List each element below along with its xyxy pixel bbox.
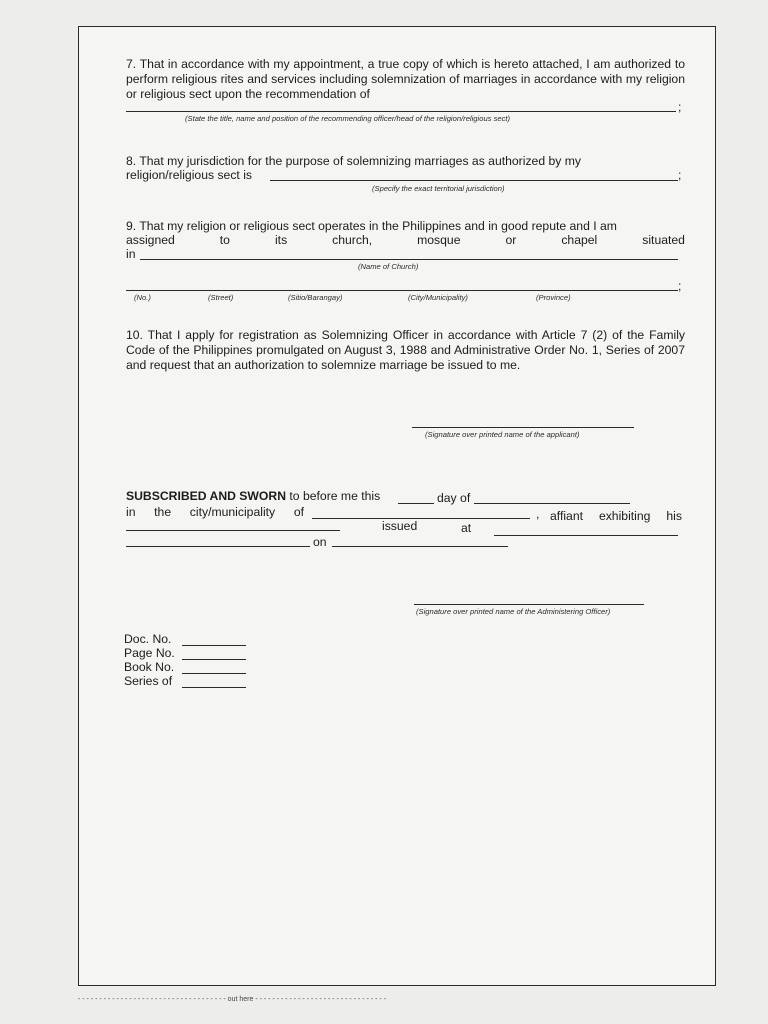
word: to [219,233,230,247]
item-8-end-mark: ; [678,168,682,182]
address-caption-barangay: (Sitio/Barangay) [288,293,343,302]
word: city/municipality [189,505,276,519]
word: its [274,233,288,247]
cut-here-label: out here [227,996,254,1003]
day-of-label: day of [437,491,471,505]
book-no-label: Book No. [124,660,175,674]
on-label: on [313,535,327,549]
item-10-text: 10. That I apply for registration as Solemnizing Officer in accordance with Article 7 (2) of the Family Code of the Philippines promulgated on August 3, 1988 and Administrative Order No. 1, Series of 2007 and request that an authorization to solemnize marriage be issued to me. [126,328,685,372]
doc-no-line[interactable] [182,645,246,646]
at-label: at [461,521,472,535]
word: or [505,233,517,247]
on-date-prefix-line[interactable] [126,546,310,547]
jurat-bold-lead: SUBSCRIBED AND SWORN [126,489,287,503]
word: of [293,505,304,519]
jurisdiction-caption: (Specify the exact territorial jurisdiction) [372,184,505,193]
item-8-line-1: 8. That my jurisdiction for the purpose of solemnizing marriages as authorized by my [126,154,581,168]
item-9-line-2 [126,233,685,247]
doc-no-label: Doc. No. [124,632,172,646]
word: chapel [561,233,598,247]
admin-signature-caption: (Signature over printed name of the Administering Officer) [416,607,611,616]
word: situated [642,233,685,247]
item-9-line-1: 9. That my religion or religious sect operates in the Philippines and in good repute and I am [126,219,617,233]
book-no-line[interactable] [182,673,246,674]
series-of-line[interactable] [182,687,246,688]
admin-signature-line[interactable] [414,604,644,605]
page-no-label: Page No. [124,646,175,660]
jurat-line-1-rest: to before me this [289,489,381,503]
word: the [154,505,172,519]
city-municipality-line[interactable] [312,518,530,519]
word: his [666,509,682,523]
church-address-line[interactable] [126,290,678,291]
applicant-signature-caption: (Signature over printed name of the applicant) [425,430,580,439]
word: assigned [126,233,175,247]
day-line[interactable] [398,503,434,504]
word: in [126,505,136,519]
page-no-line[interactable] [182,659,246,660]
address-caption-street: (Street) [208,293,234,302]
on-date-line[interactable] [332,546,508,547]
church-name-caption: (Name of Church) [358,262,419,271]
address-caption-province: (Province) [536,293,571,302]
item-9-end-mark: ; [678,279,682,293]
month-year-line[interactable] [474,503,630,504]
applicant-signature-line[interactable] [412,427,634,428]
recommending-officer-line[interactable] [126,111,676,112]
address-caption-city: (City/Municipality) [408,293,468,302]
item-8-line-2: religion/religious sect is [126,168,252,182]
word: affiant [550,509,583,523]
jurat-line-1 [126,489,380,503]
recommending-officer-caption: (State the title, name and position of the recommending officer/head of the religion/religious sect) [185,114,511,123]
issued-label: issued [382,519,418,533]
jurisdiction-line[interactable] [270,180,678,181]
issued-at-line[interactable] [494,535,678,536]
word: mosque [417,233,461,247]
cut-dashes-right: - - - - - - - - - - - - - - - - - - - - - - - - - - - - - - - [255,996,386,1003]
jurat-comma: , [536,507,540,521]
series-of-label: Series of [124,674,173,688]
item-7-text: 7. That in accordance with my appointment, a true copy of which is hereto attached, I am authorized to perform religious rites and services including solemnization of marriages in accordance with my religion or religious sect upon the recommendation of [126,57,685,101]
cut-dashes-left: - - - - - - - - - - - - - - - - - - - - - - - - - - - - - - - - - - - [78,996,226,1003]
church-name-line[interactable] [140,259,678,260]
id-line[interactable] [126,530,340,531]
item-7-end-mark: ; [678,100,682,114]
cut-here-line [78,996,386,1003]
item-9-line-3: in [126,247,136,261]
jurat-line-2 [126,505,304,519]
word: church, [332,233,373,247]
word: exhibiting [598,509,651,523]
address-caption-no: (No.) [134,293,151,302]
affiant-exhibiting-his [550,509,682,523]
